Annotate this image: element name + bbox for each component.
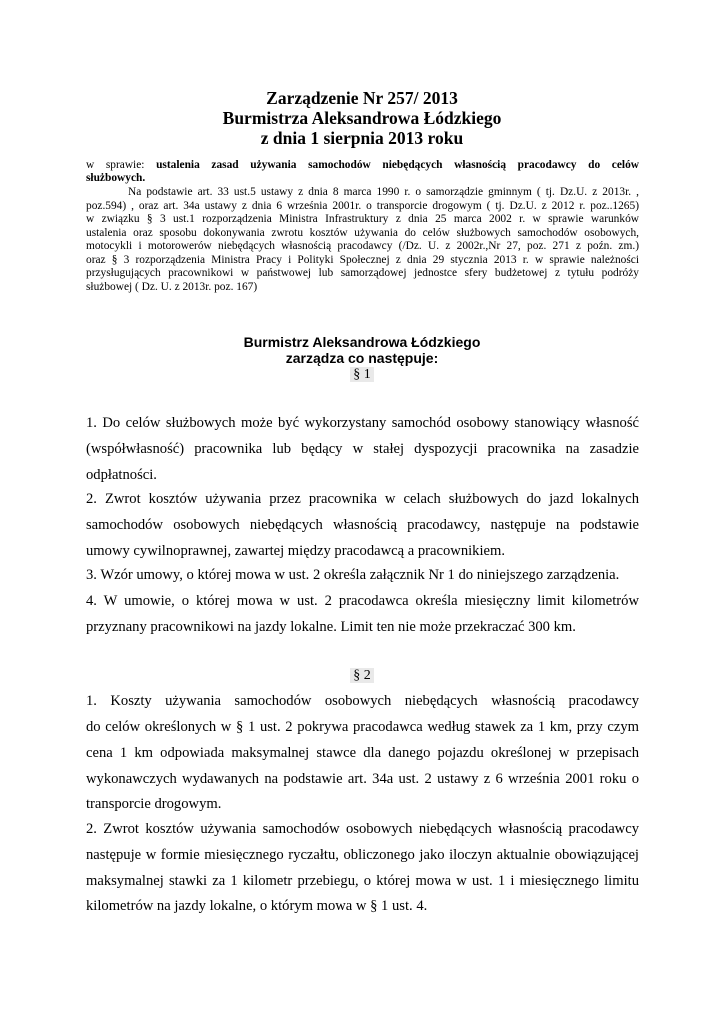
section-1-mark [0, 366, 724, 384]
section-1-mark-text: § 1 [350, 367, 374, 382]
section-2-mark [0, 667, 724, 685]
subject-text-end: służbowych. [86, 172, 146, 184]
issuer-heading: Burmistrz Aleksandrowa Łódzkiego [243, 334, 481, 350]
legal-basis-line: Na podstawie art. 33 ust.5 ustawy z dnia 8 marca 1990 r. o samorządzie gminnym ( tj. Dz.U. z 2013r. , [128, 186, 639, 198]
legal-basis-line: ustalenia oraz sposobu dokonywania zwrotu kosztów używania do celów służbowych samochodów osobowych, [86, 226, 639, 239]
legal-basis-line: poz.594) , oraz art. 34a ustawy z dnia 6 września 2001r. o transporcie drogowym ( tj. Dz.U. z 2012 r. poz..1265) [86, 199, 639, 212]
section-1-line: umowy cywilnoprawnej, zawartej między pracodawcą a pracownikiem. [86, 543, 505, 559]
section-2-line: kilometrów na jazdy lokalne, o którym mowa w § 1 ust. 4. [86, 898, 428, 914]
orders-heading: zarządza co następuje: [285, 350, 439, 366]
subject-text: ustalenia zasad używania samochodów niebędących własnością pracodawcy do celów [156, 159, 639, 171]
section-2-line: do celów określonych w § 1 ust. 2 pokrywa pracodawca według stawek za 1 km, przy czym [86, 719, 639, 735]
section-2-line: 1. Koszty używania samochodów osobowych niebędących własnością pracodawcy [86, 693, 639, 709]
document-title-date: z dnia 1 sierpnia 2013 roku [260, 128, 464, 148]
subject-line [86, 159, 639, 173]
section-2-line: 2. Zwrot kosztów używania samochodów osobowych niebędących własnością pracodawcy [86, 821, 639, 837]
section-1-line: odpłatności. [86, 467, 157, 483]
document-title-number: Zarządzenie Nr 257/ 2013 [266, 88, 458, 108]
legal-basis-line: oraz § 3 rozporządzenia Ministra Pracy i Polityki Społecznej z dnia 29 stycznia 2013 r. w sprawie należności [86, 253, 639, 266]
section-2-line: cena 1 km odpowiada maksymalnej stawce dla danego pojazdu określonej w przepisach [86, 745, 639, 761]
section-2-mark-text: § 2 [350, 668, 374, 683]
section-2-line: wykonawczych wydawanych na podstawie art. 34a ust. 2 ustawy z 6 września 2001 roku o [86, 771, 639, 787]
section-1-line: samochodów osobowych niebędących własnością pracodawcy, następuje na podstawie [86, 517, 639, 533]
legal-basis-line: motocykli i motorowerów niebędących własnością pracodawcy (/Dz. U. z 2002r.,Nr 27, poz. 271 z poźn. zm.) [86, 240, 639, 252]
document-title-issuer: Burmistrza Aleksandrowa Łódzkiego [222, 108, 502, 128]
section-2-line: transporcie drogowym. [86, 796, 222, 812]
section-1-line: 3. Wzór umowy, o której mowa w ust. 2 określa załącznik Nr 1 do niniejszego zarządzenia. [86, 567, 620, 583]
legal-basis-line: przysługujących pracownikowi w państwowej lub samorządowej jednostce sfery budżetowej z tytułu podróży [86, 267, 639, 279]
legal-basis-line: w związku § 3 ust.1 rozporządzenia Ministra Infrastruktury z dnia 25 marca 2002 r. w sprawie warunków [86, 213, 639, 225]
legal-basis-line: służbowej ( Dz. U. z 2013r. poz. 167) [86, 280, 258, 293]
section-1-line: 2. Zwrot kosztów używania przez pracownika w celach służbowych do jazd lokalnych [86, 491, 639, 507]
section-1-line: przyznany pracownikowi na jazdy lokalne. Limit ten nie może przekraczać 300 km. [86, 619, 576, 635]
section-2-line: maksymalnej stawki za 1 kilometr przebiegu, o której mowa w ust. 1 i miesięcznego limitu [86, 873, 639, 889]
section-1-line: (współwłasność) pracownika lub będący w stałej dyspozycji pracownika na zasadzie [86, 441, 639, 457]
subject-prefix: w sprawie: [86, 159, 157, 171]
section-1-line: 4. W umowie, o której mowa w ust. 2 pracodawca określa miesięczny limit kilometrów [86, 593, 639, 609]
subject-line-2 [86, 172, 639, 186]
section-1-line: 1. Do celów służbowych może być wykorzystany samochód osobowy stanowiący własność [86, 415, 639, 431]
section-2-line: następuje w formie miesięcznego ryczałtu, obliczonego jako iloczyn aktualnie obowiązującej [86, 847, 639, 863]
